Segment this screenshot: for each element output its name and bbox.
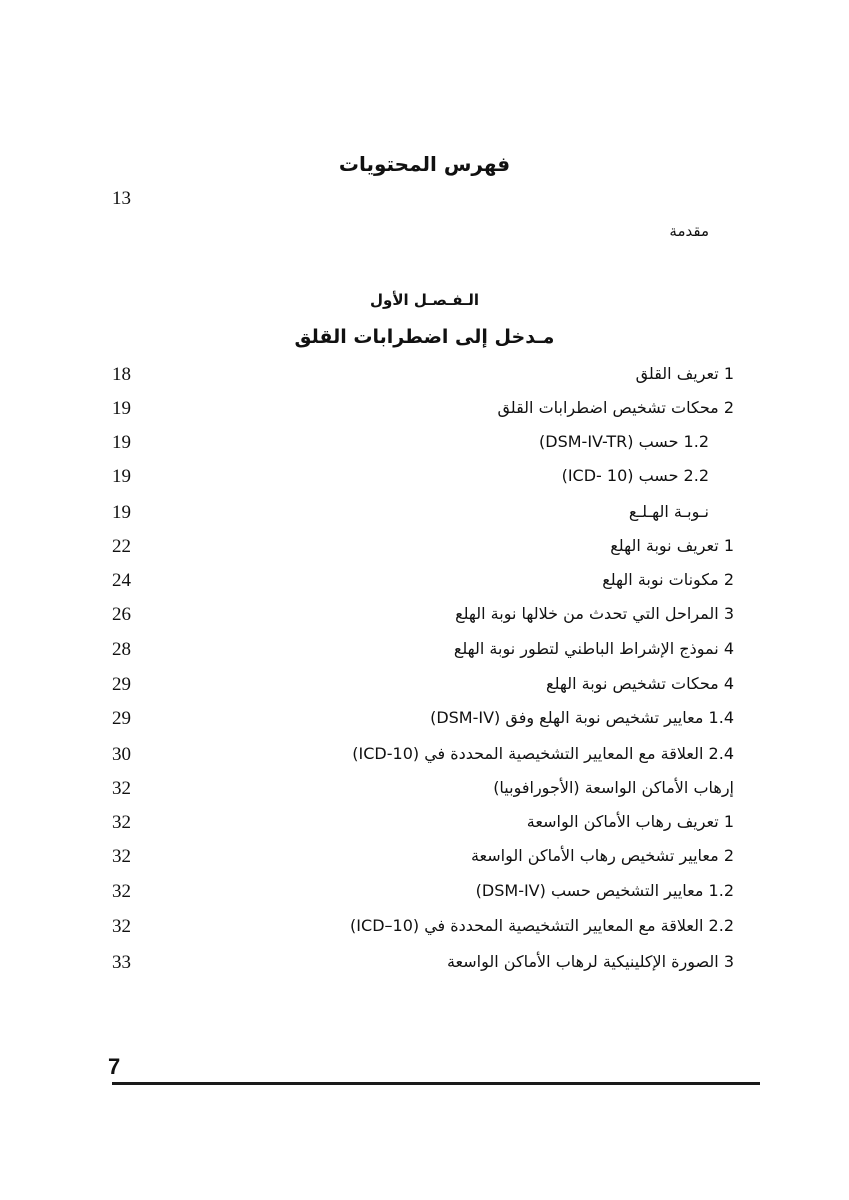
toc-entry-text: 3 الصورة الإكلينيكية لرهاب الأماكن الواسعة [446,952,734,971]
toc-entry-text: 2 محكات تشخيص اضطرابات القلق [497,398,734,417]
toc-entry-page: 29 [112,674,131,695]
toc-entry [0,881,849,911]
toc-entry-text: 4 نموذج الإشراط الباطني لتطور نوبة الهلع [453,639,734,658]
toc-entry-page: 28 [112,639,131,660]
toc-entry-text: 1.4 معايير تشخيص نوبة الهلع وفق (DSM-IV) [430,708,734,727]
toc-entry-page: 26 [112,604,131,625]
toc-entry [0,778,849,808]
toc-entry [0,674,849,704]
toc-entry-text: نـوبـة الهـلـع [628,502,709,521]
toc-entry [0,604,849,634]
chapter-title: مـدخل إلى اضطرابات القلق [294,326,555,348]
toc-entry-text: 1 تعريف رهاب الأماكن الواسعة [526,812,734,831]
toc-entry-text: 2.2 حسب (ICD- 10) [561,466,709,485]
toc-entry [0,812,849,842]
toc-entry [0,744,849,774]
toc-entry [0,398,849,428]
toc-entry-page: 32 [112,778,131,799]
toc-entry-page: 32 [112,916,131,937]
toc-entry-page: 32 [112,812,131,833]
toc-entry [0,916,849,946]
toc-entry-page: 22 [112,536,131,557]
toc-entry-page: 33 [112,952,131,973]
toc-entry-page: 18 [112,364,131,385]
toc-entry-page: 32 [112,846,131,867]
toc-entry [0,846,849,876]
toc-entry [0,639,849,669]
chapter-label: الـفـصـل الأول [370,291,479,309]
toc-entry [0,466,849,496]
toc-entry [0,536,849,566]
toc-entry-page: 19 [112,502,131,523]
toc-entry-text: 1 تعريف نوبة الهلع [610,536,734,555]
toc-entry-page: 19 [112,432,131,453]
toc-entry-text: 2 معايير تشخيص رهاب الأماكن الواسعة [470,846,734,865]
toc-entry-page: 29 [112,708,131,729]
footer-rule [112,1082,760,1085]
toc-entry-text: إرهاب الأماكن الواسعة (الأجورافوبيا) [493,778,734,797]
toc-entry-page: 19 [112,466,131,487]
toc-entry-text: 1.2 معايير التشخيص حسب (DSM-IV) [475,881,734,900]
toc-entry-page: 24 [112,570,131,591]
toc-entry-page: 30 [112,744,131,765]
intro-page-number: 13 [112,188,131,209]
toc-entry [0,952,849,982]
toc-entry-text: 4 محكات تشخيص نوبة الهلع [546,674,734,693]
toc-entry-page: 19 [112,398,131,419]
toc-entry [0,570,849,600]
toc-entry-page: 32 [112,881,131,902]
toc-entry-text: 1.2 حسب (DSM-IV-TR) [539,432,709,451]
toc-entry-text: 2 مكونات نوبة الهلع [602,570,734,589]
toc-entry [0,432,849,462]
toc-entry-text: 1 تعريف القلق [635,364,734,383]
toc-entry [0,708,849,738]
toc-entry [0,364,849,394]
intro-entry: مقدمة [669,222,709,240]
toc-entry-text: 3 المراحل التي تحدث من خلالها نوبة الهلع [455,604,734,623]
toc-title: فهرس المحتويات [338,152,511,176]
toc-entry-text: 2.4 العلاقة مع المعايير التشخيصية المحددة في (ICD-10) [352,744,734,763]
toc-entry-text: 2.2 العلاقة مع المعايير التشخيصية المحددة في (ICD–10) [350,916,734,935]
page-number: 7 [108,1054,121,1079]
toc-entry [0,502,849,532]
